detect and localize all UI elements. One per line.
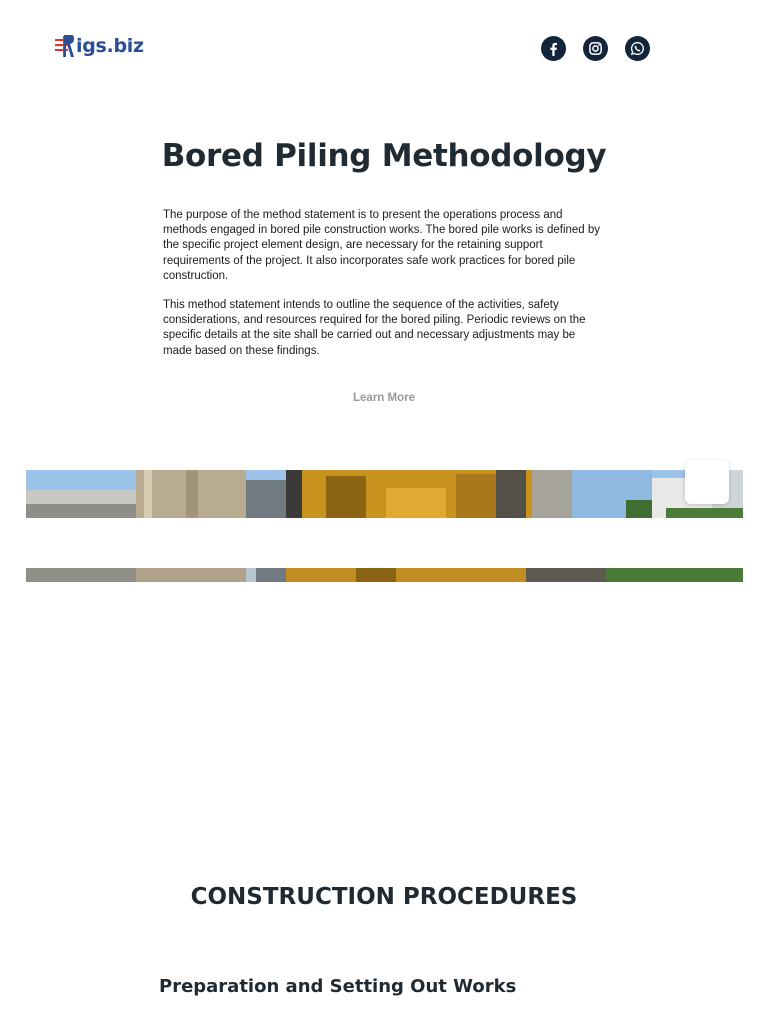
intro-paragraph-1: The purpose of the method statement is to present the operations process and methods engaged in bored pile construction works. The bored pile works is defined by the specific project element design, are necessary for the retaining support requirements of the project. It also incorporates safe work practices for bored pile construction. [163, 209, 601, 282]
facebook-link[interactable] [541, 36, 566, 61]
construction-site-photo-2 [26, 568, 743, 582]
chat-widget-button[interactable] [685, 460, 729, 504]
site-logo[interactable] [52, 33, 144, 59]
whatsapp-link[interactable] [625, 36, 650, 61]
instagram-icon [588, 41, 603, 56]
page-title: Bored Piling Methodology [161, 138, 607, 174]
construction-site-image [26, 470, 743, 518]
social-links [541, 36, 650, 61]
preparation-heading: Preparation and Setting Out Works [159, 976, 517, 997]
intro-paragraph-2: This method statement intends to outline the sequence of the activities, safety considerations, and resources required for the bored piling. Periodic reviews on the specific details at the site shall be carried out and necessary adjustments may be made based on these findings. [163, 299, 586, 357]
logo-text: igs.biz [76, 35, 144, 57]
construction-procedures-heading: CONSTRUCTION PROCEDURES [190, 884, 578, 910]
facebook-icon [546, 41, 561, 56]
construction-site-photo [26, 470, 743, 518]
construction-site-image-2 [26, 568, 743, 582]
instagram-link[interactable] [583, 36, 608, 61]
learn-more-link[interactable]: Learn More [353, 392, 415, 404]
whatsapp-icon [630, 41, 645, 56]
rig-logo-icon [52, 33, 74, 59]
